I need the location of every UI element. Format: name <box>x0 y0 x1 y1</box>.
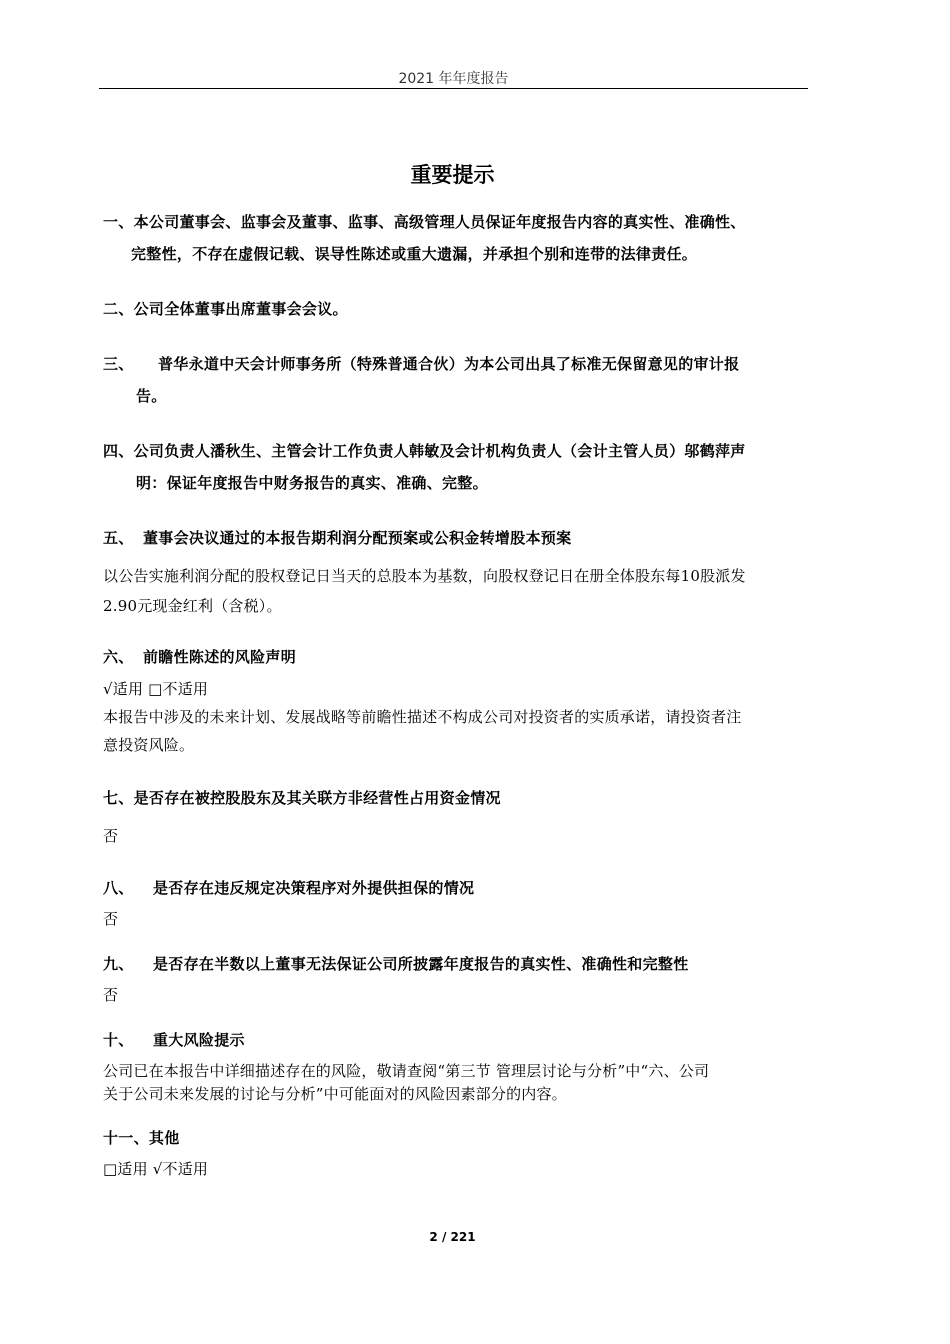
section-3-line-2: 告。 <box>136 387 167 405</box>
section-10-body-line-1: 公司已在本报告中详细描述存在的风险，敬请查阅“第三节 管理层讨论与分析”中“六、公司 <box>103 1062 710 1080</box>
section-1-line-2: 完整性，不存在虚假记载、误导性陈述或重大遗漏，并承担个别和连带的法律责任。 <box>131 245 698 263</box>
section-6-heading: 前瞻性陈述的风险声明 <box>143 648 297 666</box>
section-3-number: 三、 <box>103 355 134 373</box>
section-11-applicability: □适用 √不适用 <box>103 1160 209 1178</box>
section-5-heading: 董事会决议通过的本报告期利润分配预案或公积金转增股本预案 <box>143 529 572 547</box>
section-10-number: 十、 <box>103 1031 134 1049</box>
section-1-line-1: 一、本公司董事会、监事会及董事、监事、高级管理人员保证年度报告内容的真实性、准确性、 <box>103 213 746 231</box>
report-header-title: 2021 年年度报告 <box>398 71 509 87</box>
section-3-line-1: 普华永道中天会计师事务所（特殊普通合伙）为本公司出具了标准无保留意见的审计报 <box>158 355 740 373</box>
section-6-body-line-2: 意投资风险。 <box>103 736 195 754</box>
section-5-number: 五、 <box>103 529 134 547</box>
section-7-answer: 否 <box>103 827 119 845</box>
section-5-body-line-1: 以公告实施利润分配的股权登记日当天的总股本为基数，向股权登记日在册全体股东每10股派发 <box>103 567 746 585</box>
header-divider <box>99 88 808 89</box>
section-9-heading: 是否存在半数以上董事无法保证公司所披露年度报告的真实性、准确性和完整性 <box>153 955 689 973</box>
section-10-heading: 重大风险提示 <box>153 1031 245 1049</box>
section-6-body-line-1: 本报告中涉及的未来计划、发展战略等前瞻性描述不构成公司对投资者的实质承诺，请投资者注 <box>103 708 742 726</box>
section-8-answer: 否 <box>103 910 119 928</box>
section-2-line-1: 二、公司全体董事出席董事会会议。 <box>103 300 348 318</box>
section-10-body-line-2: 关于公司未来发展的讨论与分析”中可能面对的风险因素部分的内容。 <box>103 1085 567 1103</box>
section-9-number: 九、 <box>103 955 134 973</box>
section-7-heading: 七、是否存在被控股股东及其关联方非经营性占用资金情况 <box>103 789 501 807</box>
section-4-line-2: 明：保证年度报告中财务报告的真实、准确、完整。 <box>136 474 488 492</box>
section-9-answer: 否 <box>103 986 119 1004</box>
section-6-number: 六、 <box>103 648 134 666</box>
section-8-number: 八、 <box>103 879 134 897</box>
page-number: 2 / 221 <box>429 1230 476 1244</box>
page-title: 重要提示 <box>410 163 495 187</box>
section-4-line-1: 四、公司负责人潘秋生、主管会计工作负责人韩敏及会计机构负责人（会计主管人员）邬鹤萍声 <box>103 442 746 460</box>
section-6-applicability: √适用 □不适用 <box>103 680 209 698</box>
section-8-heading: 是否存在违反规定决策程序对外提供担保的情况 <box>153 879 475 897</box>
section-11-heading: 十一、其他 <box>103 1129 180 1147</box>
section-5-body-line-2: 2.90元现金红利（含税）。 <box>103 597 282 615</box>
